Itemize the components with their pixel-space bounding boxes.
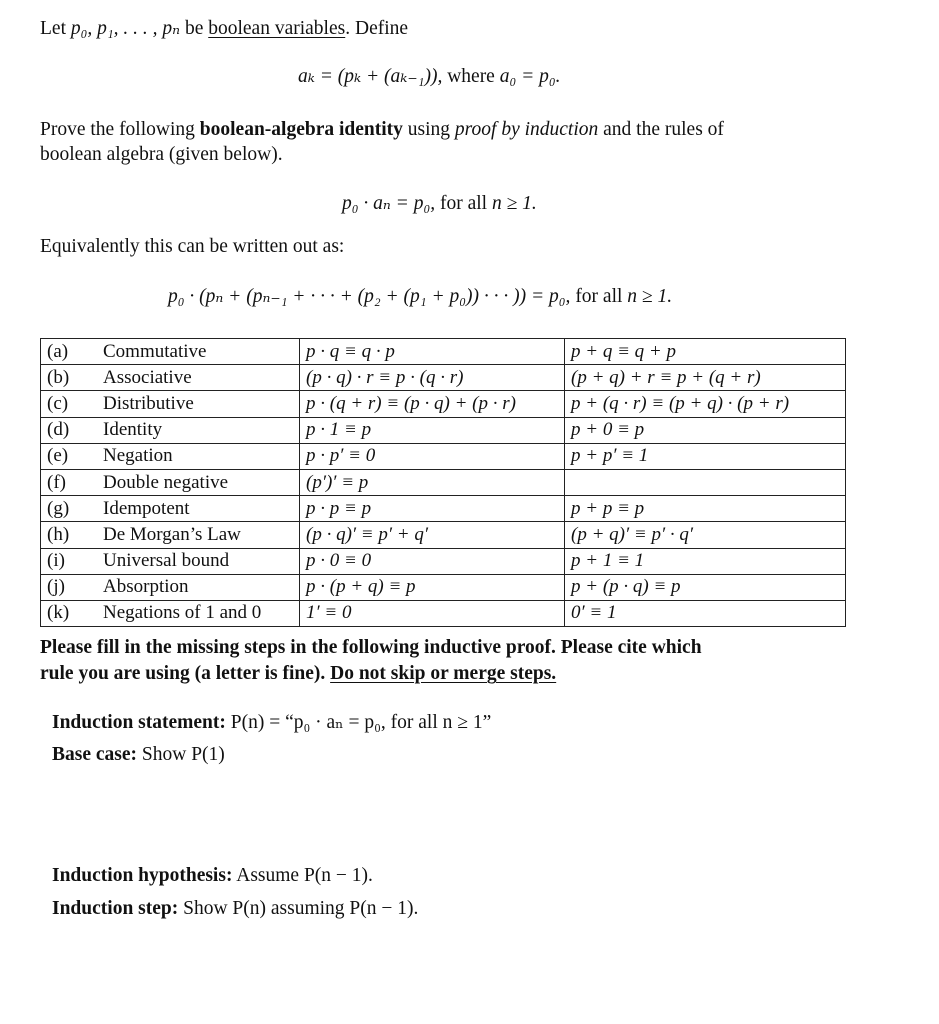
rule-name: Identity	[103, 417, 300, 443]
rule-name: Associative	[103, 365, 300, 391]
rule-name: Absorption	[103, 574, 300, 600]
definition-formula	[298, 64, 561, 88]
rule-row	[41, 391, 846, 417]
rule-and-form: (p′)′ ≡ p	[300, 469, 565, 495]
where-text: where	[442, 66, 500, 87]
rule-name: Universal bound	[103, 548, 300, 574]
intro-text: . Define	[345, 18, 409, 39]
text: for all	[570, 286, 628, 307]
rule-row	[41, 469, 846, 495]
label: Induction hypothesis:	[52, 865, 233, 886]
formula: aₖ = (pₖ + (aₖ₋₁)),	[298, 66, 443, 87]
induction-step	[52, 898, 418, 920]
rule-letter: (f)	[41, 469, 104, 495]
rule-or-form: p + p′ ≡ 1	[565, 443, 846, 469]
label: Base case:	[52, 744, 138, 765]
rule-letter: (a)	[41, 339, 104, 365]
boolean-variables-link[interactable]: boolean variables	[208, 18, 346, 39]
condition: n ≥ 1.	[627, 286, 673, 307]
rule-row	[41, 339, 846, 365]
rule-name: Double negative	[103, 469, 300, 495]
intro-text: be	[180, 18, 209, 39]
rule-or-form: (p + q) + r ≡ p + (q + r)	[565, 365, 846, 391]
rule-and-form: p · (q + r) ≡ (p · q) + (p · r)	[300, 391, 565, 417]
rule-name: Negation	[103, 443, 300, 469]
rule-or-form: p + 0 ≡ p	[565, 417, 846, 443]
formula: p₀ · (pₙ + (pₙ₋₁ + · · · + (p₂ + (p₁ + p₀)) · · · )) = p₀,	[168, 286, 571, 307]
rule-row	[41, 574, 846, 600]
rule-or-form: p + p ≡ p	[565, 496, 846, 522]
formula-base: a₀ = p₀.	[499, 66, 561, 87]
rule-row	[41, 496, 846, 522]
prove-line-2: boolean algebra (given below).	[40, 144, 283, 165]
instructions-line-2	[40, 663, 556, 685]
text: rule you are using (a letter is fine).	[40, 663, 331, 684]
induction-statement	[52, 710, 491, 734]
rule-and-form: (p · q) · r ≡ p · (q · r)	[300, 365, 565, 391]
underlined-text: Do not skip or merge steps.	[330, 663, 557, 684]
text: and the rules of	[598, 119, 724, 140]
text: P(n) = “p₀ · aₙ = p₀, for all n ≥ 1”	[225, 712, 492, 733]
identity-formula	[342, 191, 537, 215]
rule-or-form: p + (q · r) ≡ (p + q) · (p + r)	[565, 391, 846, 417]
rule-or-form: p + (p · q) ≡ p	[565, 574, 846, 600]
rule-name: Commutative	[103, 339, 300, 365]
rule-row	[41, 600, 846, 626]
rule-letter: (d)	[41, 417, 104, 443]
bold-text: boolean-algebra identity	[199, 119, 403, 140]
instructions-line-1: Please fill in the missing steps in the following inductive proof. Please cite which	[40, 637, 702, 658]
rule-letter: (i)	[41, 548, 104, 574]
rule-and-form: p · p ≡ p	[300, 496, 565, 522]
label: Induction step:	[52, 898, 179, 919]
rule-and-form: p · 0 ≡ 0	[300, 548, 565, 574]
rule-and-form: p · 1 ≡ p	[300, 417, 565, 443]
rule-and-form: 1′ ≡ 0	[300, 600, 565, 626]
text: Prove the following	[40, 119, 200, 140]
rule-name: De Morgan’s Law	[103, 522, 300, 548]
equivalently-text: Equivalently this can be written out as:	[40, 236, 345, 257]
base-case	[52, 744, 225, 766]
rule-name: Idempotent	[103, 496, 300, 522]
text: for all	[435, 193, 492, 214]
text: using	[402, 119, 455, 140]
intro-text: Let	[40, 18, 71, 39]
rule-row	[41, 365, 846, 391]
rule-or-form: p + q ≡ q + p	[565, 339, 846, 365]
text: Show P(n) assuming P(n − 1).	[178, 898, 419, 919]
text: Show P(1)	[137, 744, 225, 765]
rule-or-form: 0′ ≡ 1	[565, 600, 846, 626]
label: Induction statement:	[52, 712, 226, 733]
rule-letter: (b)	[41, 365, 104, 391]
rule-letter: (g)	[41, 496, 104, 522]
rule-or-form: p + 1 ≡ 1	[565, 548, 846, 574]
intro-line	[40, 16, 408, 40]
intro-vars: p₀, p₁, . . . , pₙ	[70, 18, 181, 39]
rule-letter: (j)	[41, 574, 104, 600]
prove-line-1	[40, 119, 724, 141]
rule-and-form: p · q ≡ q · p	[300, 339, 565, 365]
rule-letter: (e)	[41, 443, 104, 469]
rule-name: Distributive	[103, 391, 300, 417]
rule-row	[41, 548, 846, 574]
rule-and-form: p · p′ ≡ 0	[300, 443, 565, 469]
expanded-formula	[168, 284, 672, 308]
rule-row	[41, 417, 846, 443]
rule-or-form	[565, 469, 846, 495]
text: Assume P(n − 1).	[232, 865, 373, 886]
rule-and-form: (p · q)′ ≡ p′ + q′	[300, 522, 565, 548]
rules-table	[40, 338, 846, 627]
rule-and-form: p · (p + q) ≡ p	[300, 574, 565, 600]
rule-letter: (h)	[41, 522, 104, 548]
rule-row	[41, 522, 846, 548]
condition: n ≥ 1.	[491, 193, 537, 214]
italic-text: proof by induction	[454, 119, 599, 140]
rule-row	[41, 443, 846, 469]
rule-letter: (k)	[41, 600, 104, 626]
rule-letter: (c)	[41, 391, 104, 417]
formula: p₀ · aₙ = p₀,	[342, 193, 436, 214]
induction-hypothesis	[52, 865, 373, 887]
rule-or-form: (p + q)′ ≡ p′ · q′	[565, 522, 846, 548]
rule-name: Negations of 1 and 0	[103, 600, 300, 626]
